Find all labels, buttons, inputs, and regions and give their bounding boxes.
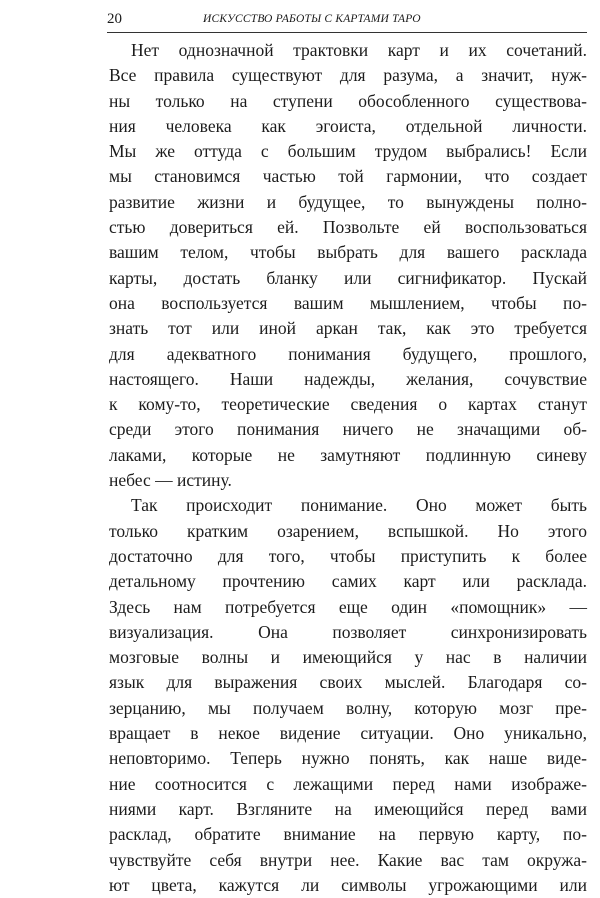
text-line: ния человека как эгоиста, отдельной личности. — [109, 115, 587, 136]
text-line: вращает в некое видение ситуации. Оно уникально, — [109, 723, 587, 744]
text-line: для адекватного понимания будущего, прошлого, — [109, 343, 587, 364]
text-line: настоящего. Наши надежды, желания, сочувствие — [109, 368, 587, 389]
text-line: ние соотносится с лежащими перед нами изображе- — [109, 773, 587, 794]
text-line: неповторимо. Теперь нужно понять, как наше виде- — [109, 748, 587, 769]
text-line: только кратким озарением, вспышкой. Но этого — [109, 520, 587, 541]
text-line: язык для выражения своих мыслей. Благодаря со- — [109, 672, 587, 693]
text-line: небес — истину. — [109, 470, 232, 491]
text-line: ны только на ступени обособленного существова- — [109, 90, 587, 111]
text-line: ют цвета, кажутся ли символы угрожающими или — [109, 874, 587, 895]
page-number: 20 — [107, 11, 122, 27]
text-line: детальному прочтению самих карт или расклада. — [109, 571, 587, 592]
header-rule — [107, 32, 587, 33]
text-line: мы становимся частью той гармонии, что создает — [109, 166, 587, 187]
text-line: чувствуйте себя внутри нее. Какие вас там окружа- — [109, 849, 587, 870]
text-line: визуализация. Она позволяет синхронизировать — [109, 621, 587, 642]
text-line: зерцанию, мы получаем волну, которую мозг пре- — [109, 697, 587, 718]
text-line: Так происходит понимание. Оно может быть — [131, 495, 587, 516]
text-line: развитие жизни и будущее, то вынуждены полно- — [109, 191, 587, 212]
text-line: расклад, обратите внимание на первую карту, по- — [109, 824, 587, 845]
text-line: знать тот или иной аркан так, как это требуется — [109, 318, 587, 339]
text-line: она воспользуется вашим мышлением, чтобы по- — [109, 292, 587, 313]
text-line: Нет однозначной трактовки карт и их сочетаний. — [131, 40, 587, 60]
text-line: мозговые волны и имеющийся у нас в наличии — [109, 647, 587, 668]
text-line: среди этого понимания ничего не значащими об- — [109, 419, 587, 440]
text-line: лаками, которые не замутняют подлинную синеву — [109, 444, 587, 465]
text-line: карты, достать бланку или сигнификатор. Пускай — [109, 267, 587, 288]
text-line: стью довериться ей. Позвольте ей воспользоваться — [109, 217, 587, 238]
text-line: Здесь нам потребуется еще один «помощник» — — [109, 596, 587, 617]
text-line: ниями карт. Взгляните на имеющийся перед вами — [109, 798, 587, 819]
text-line: достаточно для того, чтобы приступить к более — [109, 545, 587, 566]
text-line: Мы же оттуда с большим трудом выбрались! Если — [109, 141, 587, 162]
text-line: вашим телом, чтобы выбрать для вашего расклада — [109, 242, 587, 263]
body-text — [109, 38, 587, 898]
running-header — [107, 8, 587, 32]
text-line: Все правила существуют для разума, а значит, нуж- — [109, 65, 587, 86]
running-title: ИСКУССТВО РАБОТЫ С КАРТАМИ ТАРО — [203, 13, 421, 25]
text-line: к кому-то, теоретические сведения о картах станут — [109, 394, 587, 415]
